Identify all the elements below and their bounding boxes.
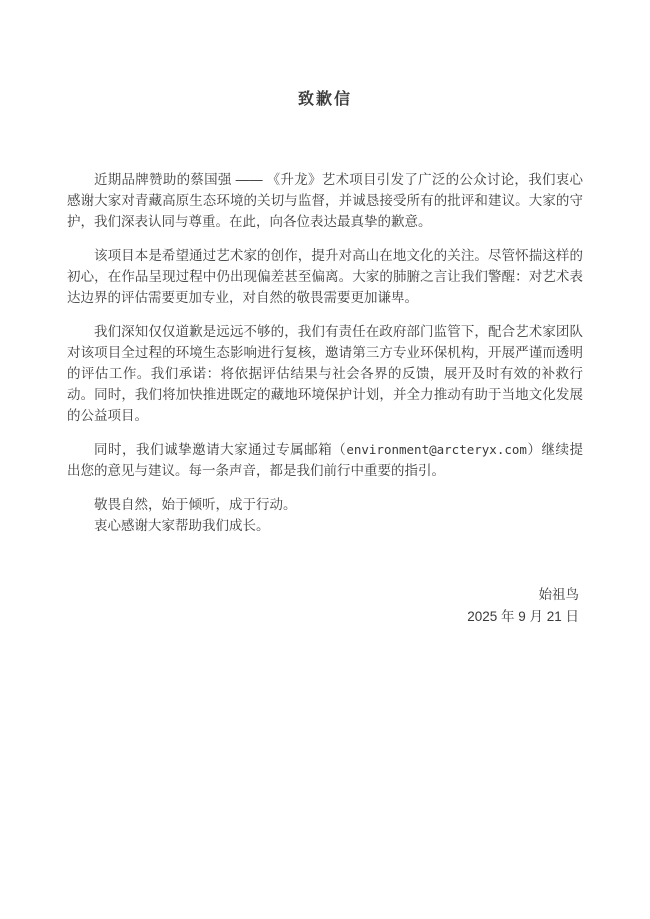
letter-paragraph-4 (67, 439, 583, 481)
letter-title: 致歉信 (297, 91, 352, 108)
letter-paragraph-2: 该项目本是希望通过艺术家的创作，提升对高山在地文化的关注。尽管怀揣这样的初心，在作品呈现过程中仍出现偏差甚至偏离。大家的肺腑之言让我们警醒：对艺术表达边界的评估需要更加专业，对自然的敬畏需要更加谦卑。 (67, 248, 583, 305)
closing-block (67, 494, 583, 536)
paragraph-4-text-after-email: ）继续提出您的意见与建议。每一条声音，都是我们前行中重要的指引。 (67, 442, 584, 478)
signature-date: 2025 年 9 月 21 日 (467, 609, 579, 624)
letter-paragraph-3: 我们深知仅仅道歉是远远不够的，我们有责任在政府部门监管下，配合艺术家团队对该项目全过程的环境生态影响进行复核，邀请第三方专业环保机构，开展严谨而透明的评估工作。我们承诺：将依据评估结果与社会各界的反馈，展开及时有效的补救行动。同时，我们将加快推进既定的藏地环境保护计划，并全力推动有助于当地文化发展的公益项目。 (67, 324, 583, 423)
contact-email: environment@arcteryx.com (346, 442, 527, 457)
letter-body (67, 169, 583, 536)
signature-block (67, 584, 583, 628)
paragraph-4-text-before-email: 同时，我们诚挚邀请大家通过专属邮箱（ (94, 442, 347, 457)
signature-name: 始祖鸟 (538, 587, 579, 602)
closing-line-2: 衷心感谢大家帮助我们成长。 (94, 518, 270, 533)
apology-letter-page (67, 0, 583, 628)
letter-paragraph-1: 近期品牌赞助的蔡国强 —— 《升龙》艺术项目引发了广泛的公众讨论，我们衷心感谢大家对青藏高原生态环境的关切与监督，并诚恳接受所有的批评和建议。大家的守护，我们深表认同与尊重。在此，向各位表达最真挚的歉意。 (67, 172, 583, 229)
closing-line-1: 敬畏自然，始于倾听，成于行动。 (94, 497, 297, 512)
